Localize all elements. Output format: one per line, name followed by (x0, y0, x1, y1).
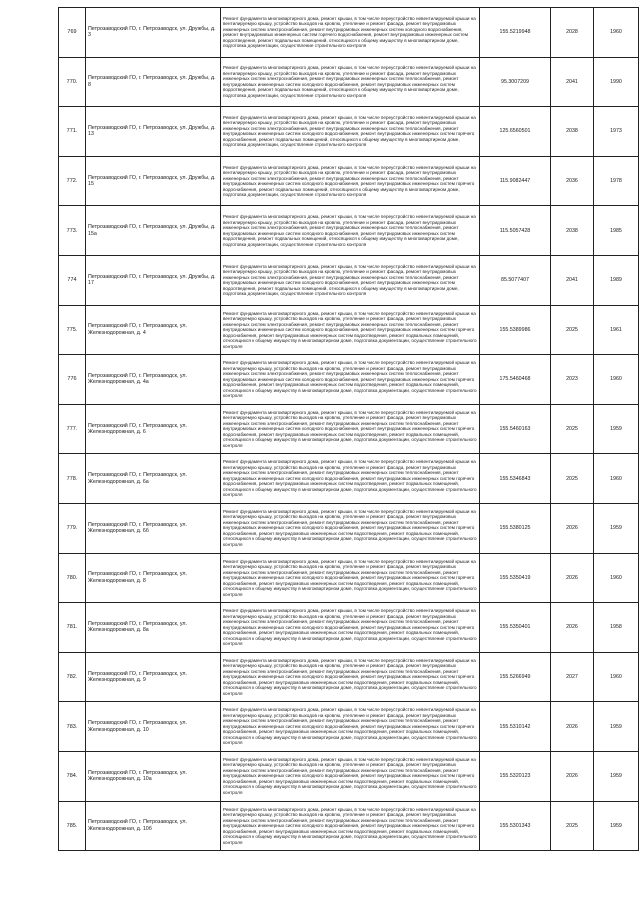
row-cost: 115.9082447 (480, 156, 551, 206)
row-works: Ремонт фундамента многоквартирного дома, ремонт крыши, в том числе переустройство невентилируемой крыши на вентилируемую крышу, устройство выходов на кровлю, утепление и ремонт фасада, ремонт внутридомовых инженерных систем электроснабжения, ремонт внутридомовых инженерных систем теплоснабжения, ремонт внутридомовых инженерных систем холодного водоснабжения, ремонт внутридомовых инженерных систем водоотведения, ремонт подвальных помещений, относящихся к общему имуществу в многоквартирном доме, подготовка документации, осуществление строительного контроля (221, 206, 480, 256)
row-build-year: 1961 (594, 305, 639, 355)
row-cost: 155.5219948 (480, 8, 551, 58)
row-repair-year: 2038 (551, 206, 594, 256)
row-cost: 155.5350401 (480, 603, 551, 653)
row-address: Петрозаводский ГО, г. Петрозаводск, ул. Железнодорожная, д. 10 (86, 702, 221, 752)
row-number: 779. (59, 503, 86, 553)
row-works: Ремонт фундамента многоквартирного дома, ремонт крыши, в том числе переустройство невентилируемой крыши на вентилируемую крышу, устройство выходов на кровлю, утепление и ремонт фасада, ремонт внутридомовых инженерных систем электроснабжения, ремонт внутридомовых инженерных систем теплоснабжения, ремонт внутридомовых инженерных систем холодного водоснабжения, ремонт внутридомовых инженерных систем горячего водоснабжения, ремонт подвальных помещений, относящихся к общему имуществу в многоквартирном доме, подготовка документации, осуществление строительного контроля (221, 107, 480, 157)
row-address: Петрозаводский ГО, г. Петрозаводск, ул. Дружбы, д. 15а (86, 206, 221, 256)
table-row (59, 751, 639, 801)
row-number: 775. (59, 305, 86, 355)
row-works: Ремонт фундамента многоквартирного дома, ремонт крыши, в том числе переустройство невентилируемой крыши на вентилируемую крышу, устройство выходов на кровлю, утепление и ремонт фасада, ремонт внутридомовых инженерных систем электроснабжения, ремонт внутридомовых инженерных систем теплоснабжения, ремонт внутридомовых инженерных систем холодного водоснабжения, ремонт внутридомовых инженерных систем горячего водоснабжения, ремонт внутридомовых инженерных систем водоотведения, ремонт подвальных помещений, относящихся к общему имуществу в многоквартирном доме, подготовка документации, осуществление строительного контроля (221, 652, 480, 702)
row-cost: 85.5077407 (480, 255, 551, 305)
row-address: Петрозаводский ГО, г. Петрозаводск, ул. Железнодорожная, д. 6а (86, 454, 221, 504)
row-address: Петрозаводский ГО, г. Петрозаводск, ул. Дружбы, д. 17 (86, 255, 221, 305)
row-number: 784. (59, 751, 86, 801)
row-number: 769 (59, 8, 86, 58)
row-repair-year: 2041 (551, 255, 594, 305)
row-build-year: 1978 (594, 156, 639, 206)
row-repair-year: 2026 (551, 702, 594, 752)
row-repair-year: 2036 (551, 156, 594, 206)
row-build-year: 1960 (594, 355, 639, 405)
row-number: 782. (59, 652, 86, 702)
row-cost: 155.5320123 (480, 751, 551, 801)
row-address: Петрозаводский ГО, г. Петрозаводск, ул. Дружбы, д. 13 (86, 107, 221, 157)
table-row (59, 305, 639, 355)
row-address: Петрозаводский ГО, г. Петрозаводск, ул. Железнодорожная, д. 10а (86, 751, 221, 801)
row-number: 772. (59, 156, 86, 206)
table-row (59, 57, 639, 107)
table-row (59, 702, 639, 752)
row-address: Петрозаводский ГО, г. Петрозаводск, ул. Дружбы, д. 15 (86, 156, 221, 206)
table-body (59, 8, 639, 851)
row-address: Петрозаводский ГО, г. Петрозаводск, ул. Железнодорожная, д. 10б (86, 801, 221, 851)
row-cost: 115.5057428 (480, 206, 551, 256)
row-repair-year: 2026 (551, 503, 594, 553)
row-cost: 155.5346843 (480, 454, 551, 504)
row-number: 770. (59, 57, 86, 107)
row-works: Ремонт фундамента многоквартирного дома, ремонт крыши, в том числе переустройство невентилируемой крыши на вентилируемую крышу, устройство выходов на кровлю, утепление и ремонт фасада, ремонт внутридомовых инженерных систем электроснабжения, ремонт внутридомовых инженерных систем теплоснабжения, ремонт внутридомовых инженерных систем холодного водоснабжения, ремонт внутридомовых инженерных систем горячего водоснабжения, ремонт подвальных помещений, относящихся к общему имуществу в многоквартирном доме, подготовка документации, осуществление строительного контроля (221, 156, 480, 206)
row-works: Ремонт фундамента многоквартирного дома, ремонт крыши, в том числе переустройство невентилируемой крыши на вентилируемую крышу, устройство выходов на кровлю, утепление и ремонт фасада, ремонт внутридомовых инженерных систем электроснабжения, ремонт внутридомовых инженерных систем теплоснабжения, ремонт внутридомовых инженерных систем холодного водоснабжения, ремонт внутридомовых инженерных систем горячего водоснабжения, ремонт внутридомовых инженерных систем водоотведения, ремонт подвальных помещений, относящихся к общему имуществу в многоквартирном доме, подготовка документации, осуществление строительного контроля (221, 404, 480, 454)
row-cost: 155.5350419 (480, 553, 551, 603)
row-address: Петрозаводский ГО, г. Петрозаводск, ул. Железнодорожная, д. 6 (86, 404, 221, 454)
table-row (59, 553, 639, 603)
row-number: 780. (59, 553, 86, 603)
row-repair-year: 2025 (551, 801, 594, 851)
row-cost: 95.3007209 (480, 57, 551, 107)
row-works: Ремонт фундамента многоквартирного дома, ремонт крыши, в том числе переустройство невентилируемой крыши на вентилируемую крышу, устройство выходов на кровлю, утепление и ремонт фасада, ремонт внутридомовых инженерных систем электроснабжения, ремонт внутридомовых инженерных систем теплоснабжения, ремонт внутридомовых инженерных систем холодного водоснабжения, ремонт внутридомовых инженерных систем горячего водоснабжения, ремонт внутридомовых инженерных систем водоотведения, ремонт подвальных помещений, относящихся к общему имуществу в многоквартирном доме, подготовка документации, осуществление строительного контроля (221, 801, 480, 851)
table-row (59, 454, 639, 504)
row-number: 783. (59, 702, 86, 752)
table-row (59, 355, 639, 405)
row-cost: 155.5389986 (480, 305, 551, 355)
row-build-year: 1985 (594, 206, 639, 256)
row-cost: 175.5460468 (480, 355, 551, 405)
row-build-year: 1958 (594, 603, 639, 653)
row-number: 778. (59, 454, 86, 504)
row-works: Ремонт фундамента многоквартирного дома, ремонт крыши, в том числе переустройство невентилируемой крыши на вентилируемую крышу, устройство выходов на кровлю, утепление и ремонт фасада, ремонт внутридомовых инженерных систем электроснабжения, ремонт внутридомовых инженерных систем теплоснабжения, ремонт внутридомовых инженерных систем холодного водоснабжения, ремонт внутридомовых инженерных систем горячего водоснабжения, ремонт внутридомовых инженерных систем водоотведения, ремонт подвальных помещений, относящихся к общему имуществу в многоквартирном доме, подготовка документации, осуществление строительного контроля (221, 305, 480, 355)
table-row (59, 8, 639, 58)
row-build-year: 1959 (594, 404, 639, 454)
row-repair-year: 2025 (551, 404, 594, 454)
row-number: 776 (59, 355, 86, 405)
row-repair-year: 2038 (551, 107, 594, 157)
row-address: Петрозаводский ГО, г. Петрозаводск, ул. Железнодорожная, д. 8 (86, 553, 221, 603)
row-works: Ремонт фундамента многоквартирного дома, ремонт крыши, в том числе переустройство невентилируемой крыши на вентилируемую крышу, устройство выходов на кровлю, утепление и ремонт фасада, ремонт внутридомовых инженерных систем электроснабжения, ремонт внутридомовых инженерных систем теплоснабжения, ремонт внутридомовых инженерных систем холодного водоснабжения, ремонт внутридомовых инженерных систем горячего водоснабжения, ремонт внутридомовых инженерных систем водоотведения, ремонт подвальных помещений, относящихся к общему имуществу в многоквартирном доме, подготовка документации, осуществление строительного контроля (221, 553, 480, 603)
row-build-year: 1959 (594, 702, 639, 752)
row-number: 771. (59, 107, 86, 157)
row-cost: 155.5460163 (480, 404, 551, 454)
row-address: Петрозаводский ГО, г. Петрозаводск, ул. Дружбы, д. 8 (86, 57, 221, 107)
repair-program-table (58, 7, 639, 851)
row-cost: 125.6560501 (480, 107, 551, 157)
table-row (59, 156, 639, 206)
table-row (59, 652, 639, 702)
row-number: 777. (59, 404, 86, 454)
row-works: Ремонт фундамента многоквартирного дома, ремонт крыши, в том числе переустройство невентилируемой крыши на вентилируемую крышу, устройство выходов на кровлю, утепление и ремонт фасада, ремонт внутридомовых инженерных систем электроснабжения, ремонт внутридомовых инженерных систем теплоснабжения, ремонт внутридомовых инженерных систем холодного водоснабжения, ремонт внутридомовых инженерных систем горячего водоснабжения, ремонт внутридомовых инженерных систем водоотведения, ремонт подвальных помещений, относящихся к общему имуществу в многоквартирном доме, подготовка документации, осуществление строительного контроля (221, 454, 480, 504)
row-number: 774 (59, 255, 86, 305)
table-row (59, 255, 639, 305)
row-works: Ремонт фундамента многоквартирного дома, ремонт крыши, в том числе переустройство невентилируемой крыши на вентилируемую крышу, устройство выходов на кровлю, утепление и ремонт фасада, ремонт внутридомовых инженерных систем электроснабжения, ремонт внутридомовых инженерных систем теплоснабжения, ремонт внутридомовых инженерных систем холодного водоснабжения, ремонт внутридомовых инженерных систем горячего водоснабжения, ремонт внутридомовых инженерных систем водоотведения, ремонт подвальных помещений, относящихся к общему имуществу в многоквартирном доме, подготовка документации, осуществление строительного контроля (221, 603, 480, 653)
row-build-year: 1959 (594, 801, 639, 851)
row-address: Петрозаводский ГО, г. Петрозаводск, ул. Железнодорожная, д. 6б (86, 503, 221, 553)
table-row (59, 603, 639, 653)
table-row (59, 107, 639, 157)
table-row (59, 503, 639, 553)
row-repair-year: 2041 (551, 57, 594, 107)
table-row (59, 206, 639, 256)
row-repair-year: 2025 (551, 305, 594, 355)
row-repair-year: 2028 (551, 8, 594, 58)
row-repair-year: 2023 (551, 355, 594, 405)
row-build-year: 1960 (594, 8, 639, 58)
row-repair-year: 2027 (551, 652, 594, 702)
row-works: Ремонт фундамента многоквартирного дома, ремонт крыши, в том числе переустройство невентилируемой крыши на вентилируемую крышу, устройство выходов на кровлю, утепление и ремонт фасада, ремонт внутридомовых инженерных систем электроснабжения, ремонт внутридомовых инженерных систем теплоснабжения, ремонт внутридомовых инженерных систем холодного водоснабжения, ремонт внутридомовых инженерных систем горячего водоснабжения, ремонт внутридомовых инженерных систем водоотведения, ремонт подвальных помещений, относящихся к общему имуществу в многоквартирном доме, подготовка документации, осуществление строительного контроля (221, 702, 480, 752)
row-cost: 155.5301343 (480, 801, 551, 851)
row-works: Ремонт фундамента многоквартирного дома, ремонт крыши, в том числе переустройство невентилируемой крыши на вентилируемую крышу, устройство выходов на кровлю, утепление и ремонт фасада, ремонт внутридомовых инженерных систем электроснабжения, ремонт внутридомовых инженерных систем теплоснабжения, ремонт внутридомовых инженерных систем холодного водоснабжения, ремонт внутридомовых инженерных систем горячего водоснабжения, ремонт внутридомовых инженерных систем водоотведения, ремонт подвальных помещений, относящихся к общему имуществу в многоквартирном доме, подготовка документации, осуществление строительного контроля (221, 751, 480, 801)
row-repair-year: 2026 (551, 751, 594, 801)
row-works: Ремонт фундамента многоквартирного дома, ремонт крыши, в том числе переустройство невентилируемой крыши на вентилируемую крышу, устройство выходов на кровлю, утепление и ремонт фасада, ремонт внутридомовых инженерных систем электроснабжения, ремонт внутридомовых инженерных систем теплоснабжения, ремонт внутридомовых инженерных систем холодного водоснабжения, ремонт внутридомовых инженерных систем горячего водоснабжения, ремонт внутридомовых инженерных систем водоотведения, ремонт подвальных помещений, относящихся к общему имуществу в многоквартирном доме, подготовка документации, осуществление строительного контроля (221, 503, 480, 553)
table-row (59, 801, 639, 851)
row-repair-year: 2026 (551, 603, 594, 653)
row-cost: 155.5380125 (480, 503, 551, 553)
row-works: Ремонт фундамента многоквартирного дома, ремонт крыши, в том числе переустройство невентилируемой крыши на вентилируемую крышу, устройство выходов на кровлю, утепление и ремонт фасада, ремонт внутридомовых инженерных систем электроснабжения, ремонт внутридомовых инженерных систем теплоснабжения, ремонт внутридомовых инженерных систем холодного водоснабжения, ремонт внутридомовых инженерных систем горячего водоснабжения, ремонт внутридомовых инженерных систем водоотведения, ремонт подвальных помещений, относящихся к общему имуществу в многоквартирном доме, подготовка документации, осуществление строительного контроля (221, 355, 480, 405)
row-build-year: 1973 (594, 107, 639, 157)
row-address: Петрозаводский ГО, г. Петрозаводск, ул. Железнодорожная, д. 4 (86, 305, 221, 355)
row-number: 785. (59, 801, 86, 851)
row-build-year: 1959 (594, 751, 639, 801)
table-row (59, 404, 639, 454)
row-build-year: 1960 (594, 652, 639, 702)
row-works: Ремонт фундамента многоквартирного дома, ремонт крыши, в том числе переустройство невентилируемой крыши на вентилируемую крышу, устройство выходов на кровлю, утепление и ремонт фасада, ремонт внутридомовых инженерных систем электроснабжения, ремонт внутридомовых инженерных систем теплоснабжения, ремонт внутридомовых инженерных систем холодного водоснабжения, ремонт внутридомовых инженерных систем водоотведения, ремонт подвальных помещений, относящихся к общему имуществу в многоквартирном доме, подготовка документации, осуществление строительного контроля (221, 57, 480, 107)
row-repair-year: 2025 (551, 454, 594, 504)
row-number: 773. (59, 206, 86, 256)
row-address: Петрозаводский ГО, г. Петрозаводск, ул. Железнодорожная, д. 8а (86, 603, 221, 653)
row-address: Петрозаводский ГО, г. Петрозаводск, ул. Дружбы, д. 3 (86, 8, 221, 58)
row-repair-year: 2026 (551, 553, 594, 603)
row-works: Ремонт фундамента многоквартирного дома, ремонт крыши, в том числе переустройство невентилируемой крыши на вентилируемую крышу, устройство выходов на кровлю, утепление и ремонт фасада, ремонт внутридомовых инженерных систем электроснабжения, ремонт внутридомовых инженерных систем теплоснабжения, ремонт внутридомовых инженерных систем холодного водоснабжения, ремонт внутридомовых инженерных систем водоотведения, ремонт подвальных помещений, относящихся к общему имуществу в многоквартирном доме, подготовка документации, осуществление строительного контроля (221, 255, 480, 305)
row-build-year: 1990 (594, 57, 639, 107)
row-address: Петрозаводский ГО, г. Петрозаводск, ул. Железнодорожная, д. 4а (86, 355, 221, 405)
row-address: Петрозаводский ГО, г. Петрозаводск, ул. Железнодорожная, д. 9 (86, 652, 221, 702)
row-cost: 155.5266949 (480, 652, 551, 702)
row-works: Ремонт фундамента многоквартирного дома, ремонт крыши, в том числе переустройство невентилируемой крыши на вентилируемую крышу, устройство выходов на кровлю, утепление и ремонт фасада, ремонт внутридомовых инженерных систем электроснабжения, ремонт внутридомовых инженерных систем холодного водоснабжения, ремонт внутридомовых инженерных систем горячего водоснабжения, ремонт внутридомовых инженерных систем водоотведения, ремонт подвальных помещений, относящихся к общему имуществу в многоквартирном доме, подготовка документации, осуществление строительного контроля (221, 8, 480, 58)
row-build-year: 1959 (594, 503, 639, 553)
row-build-year: 1960 (594, 553, 639, 603)
row-build-year: 1960 (594, 454, 639, 504)
row-cost: 155.5310142 (480, 702, 551, 752)
row-number: 781. (59, 603, 86, 653)
row-build-year: 1989 (594, 255, 639, 305)
